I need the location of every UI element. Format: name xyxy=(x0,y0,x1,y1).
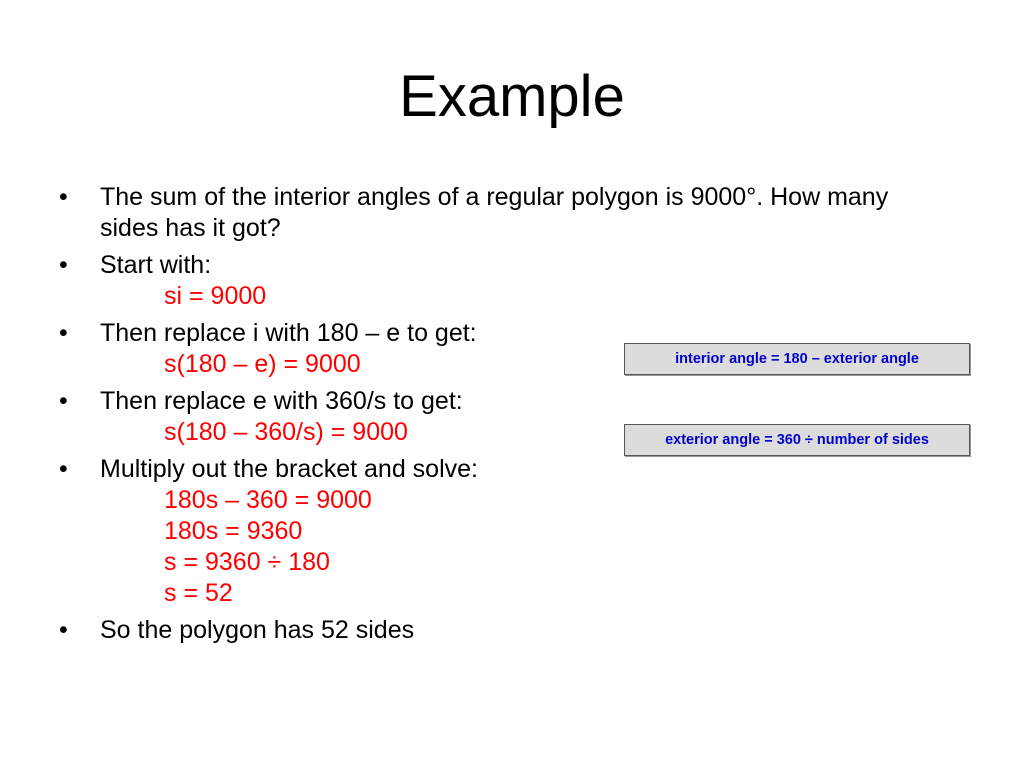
bullet-text: The sum of the interior angles of a regular polygon is 9000°. How many sides has it got? xyxy=(100,183,889,242)
bullet-conclusion xyxy=(0,615,1024,646)
working-step: s = 9360 ÷ 180 xyxy=(164,548,330,576)
working-step: si = 9000 xyxy=(164,282,267,310)
bullet-text: So the polygon has 52 sides xyxy=(100,616,415,644)
bullet-text: Then replace i with 180 – e to get: xyxy=(100,319,477,347)
exterior-angle-note: exterior angle = 360 ÷ number of sides xyxy=(624,424,970,456)
bullet-text: Multiply out the bracket and solve: xyxy=(100,455,478,483)
bullet-start xyxy=(0,250,1024,312)
bullet-text: Start with: xyxy=(100,251,212,279)
working-step: 180s = 9360 xyxy=(164,517,303,545)
working-step: s = 52 xyxy=(164,579,233,607)
bullet-text: Then replace e with 360/s to get: xyxy=(100,387,463,415)
bullet-marker: • xyxy=(59,616,68,644)
bullet-list xyxy=(0,182,1024,652)
bullet-marker: • xyxy=(59,319,68,347)
bullet-marker: • xyxy=(59,387,68,415)
interior-angle-note: interior angle = 180 – exterior angle xyxy=(624,343,970,375)
slide-title: Example xyxy=(399,64,625,129)
bullet-marker: • xyxy=(59,455,68,483)
bullet-marker: • xyxy=(59,183,68,211)
bullet-question xyxy=(0,182,1024,244)
bullet-marker: • xyxy=(59,251,68,279)
bullet-solve xyxy=(0,454,1024,609)
working-step: s(180 – 360/s) = 9000 xyxy=(164,418,408,446)
working-step: 180s – 360 = 9000 xyxy=(164,486,372,514)
working-step: s(180 – e) = 9000 xyxy=(164,350,361,378)
